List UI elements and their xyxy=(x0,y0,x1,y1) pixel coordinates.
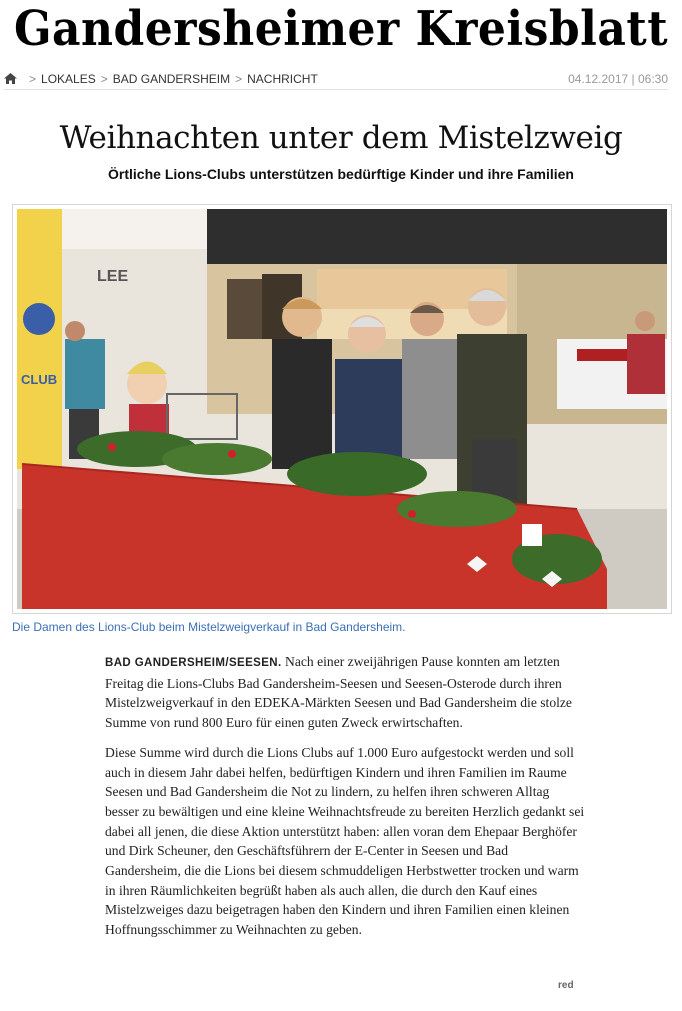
breadcrumb xyxy=(4,68,668,90)
author-tag: red xyxy=(558,980,574,991)
publish-datetime: 04.12.2017 | 06:30 xyxy=(568,71,668,86)
banner-text: CLUB xyxy=(21,372,58,387)
breadcrumb-nachricht[interactable]: NACHRICHT xyxy=(247,71,318,86)
breadcrumb-lokales[interactable]: LOKALES xyxy=(41,71,96,86)
breadcrumb-separator: > xyxy=(100,71,108,86)
photo-caption: Die Damen des Lions-Club beim Mistelzweigverkauf in Bad Gandersheim. xyxy=(12,620,406,634)
article-photo-frame xyxy=(12,204,672,614)
article-headline: Weihnachten unter dem Mistelzweig xyxy=(59,120,623,156)
breadcrumb-bad-gandersheim[interactable]: BAD GANDERSHEIM xyxy=(112,71,231,86)
masthead xyxy=(0,0,682,68)
breadcrumb-separator: > xyxy=(29,71,37,86)
newspaper-logo[interactable]: Gandersheimer Kreisblatt xyxy=(13,1,669,58)
article-paragraph xyxy=(105,652,585,733)
article-body xyxy=(105,652,585,950)
article-subheadline: Örtliche Lions-Clubs unterstützen bedürftige Kinder und ihre Familien xyxy=(108,166,574,182)
dateline: BAD GANDERSHEIM/SEESEN. xyxy=(105,657,282,669)
store-sign: LEE xyxy=(97,268,129,285)
article-paragraph: Diese Summe wird durch die Lions Clubs auf 1.000 Euro aufgestockt werden und soll auch in diesem Jahr dabei helfen, bedürftigen Kindern und ihren Familien im Raume Seesen und Bad Gandersheim die Not zu lindern, zu helfen ihren schweren Alltag besser zu bewältigen und eine kleine Weihnachtsfreude zu bereiten Herzlich gedankt sei dabei all jenen, die diese Aktion unterstützt haben: allen voran dem Ehepaar Berghöfer und Dirk Scheuner, den Geschäftsführern der E-Center in Seesen und Bad Gandersheim, die die Lions bei diesem schmuddeligen Herbstwetter trocken und warm in ihren Räumlichkeiten begrüßt haben als auch allen, die durch den Kauf eines Mistelzweiges dazu beigetragen haben den Kindern und ihren Familien einen kleinen Hoffnungsschimmer zu Weihnachten zu geben. xyxy=(105,744,585,938)
home-icon[interactable] xyxy=(4,73,18,85)
breadcrumb-separator: > xyxy=(235,71,243,86)
article-photo[interactable] xyxy=(17,209,667,609)
paragraph-text: Nach einer zweijährigen Pause konnten am letzten Freitag die Lions-Clubs Bad Gandersheim-Seesen und Seesen-Osterode durch ihren Mistelzweigverkauf in den EDEKA-Märkten Seesen und Bad Gandersheim die stolze Summe von rund 800 Euro für einen guten Zweck erwirtschaften. xyxy=(105,654,572,731)
